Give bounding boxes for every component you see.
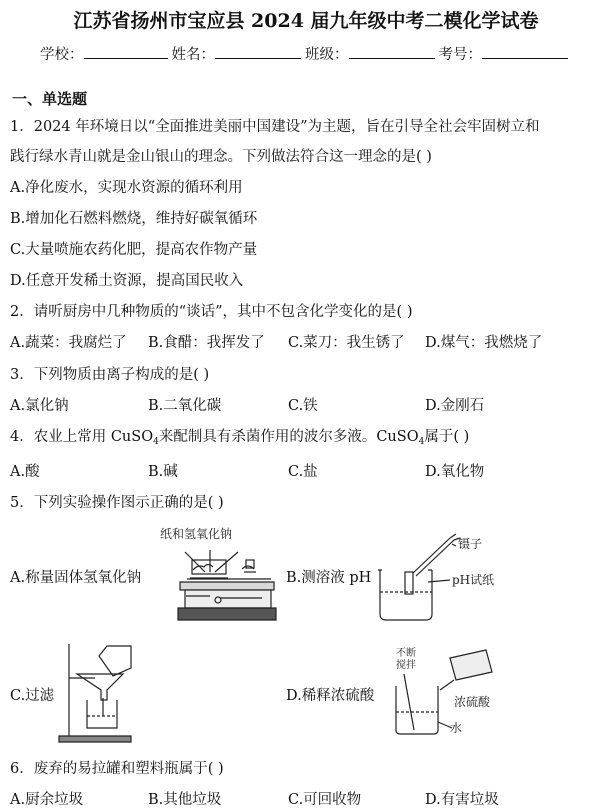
- tweezers-label: 镊子: [458, 537, 483, 551]
- q3-stem: 3．下列物质由离子构成的是( ): [10, 367, 210, 383]
- q4-stem-part1: 4．农业上常用 CuSO: [10, 429, 154, 445]
- q4-subscript-1: 4: [153, 437, 159, 447]
- stir-label-2: 搅拌: [396, 660, 416, 671]
- q2-option-b: B.食醋：我挥发了: [148, 335, 265, 351]
- q4-option-c: C.盐: [288, 464, 318, 480]
- class-blank: [349, 44, 435, 59]
- q1-option-c: C.大量喷施农药化肥，提高农作物产量: [10, 242, 258, 258]
- school-label: 学校：: [40, 47, 84, 63]
- section-heading: 一、单选题: [12, 90, 88, 108]
- q1-stem-line1: 1．2024 年环境日以“全面推进美丽中国建设”为主题，旨在引导全社会牢固树立和: [10, 119, 540, 135]
- q3-option-a: A.氯化钠: [10, 398, 69, 414]
- q5-stem: 5．下列实验操作图示正确的是( ): [10, 495, 224, 511]
- q3-option-b: B.二氧化碳: [148, 398, 222, 414]
- q4-option-a: A.酸: [10, 464, 40, 480]
- q3-option-c: C.铁: [288, 398, 318, 414]
- q6-option-c: C.可回收物: [288, 792, 362, 808]
- dilution-illustration: [380, 646, 510, 746]
- balance-caption: 纸和氢氧化钠: [160, 527, 233, 541]
- ph-test-illustration: [372, 532, 512, 632]
- name-blank: [215, 44, 301, 59]
- q4-stem-part2: 来配制具有杀菌作用的波尔多液。CuSO: [158, 429, 419, 445]
- q6-option-a: A.厨余垃圾: [10, 792, 84, 808]
- conc-acid-label: 浓硫酸: [454, 695, 491, 709]
- q5-option-d: D.稀释浓硫酸: [286, 688, 375, 704]
- q6-stem: 6．废弃的易拉罐和塑料瓶属于( ): [10, 761, 224, 777]
- class-label: 班级：: [305, 47, 349, 63]
- q5-option-a: A.称量固体氢氧化钠: [10, 570, 142, 586]
- water-label: 水: [450, 721, 463, 735]
- q4-stem-part3: 属于( ): [424, 429, 470, 445]
- school-blank: [84, 44, 168, 59]
- exam-no-label: 考号：: [438, 47, 482, 63]
- q1-option-b: B.增加化石燃料燃烧，维持好碳氧循环: [10, 211, 258, 227]
- name-label: 姓名：: [171, 47, 215, 63]
- filtration-illustration: [55, 636, 145, 744]
- q1-option-d: D.任意开发稀土资源，提高国民收入: [10, 273, 244, 289]
- balance-scale-illustration: [150, 522, 280, 632]
- q5-option-b: B.测溶液 pH: [286, 570, 372, 586]
- q2-option-d: D.煤气：我燃烧了: [425, 335, 543, 351]
- q1-option-a: A.净化废水，实现水资源的循环利用: [10, 180, 243, 196]
- q4-subscript-2: 4: [418, 437, 425, 447]
- q6-option-b: B.其他垃圾: [148, 792, 222, 808]
- exam-no-blank: [482, 44, 568, 59]
- q4-option-b: B.碱: [148, 464, 178, 480]
- ph-paper-label: pH试纸: [452, 573, 495, 587]
- q2-option-c: C.菜刀：我生锈了: [288, 335, 405, 351]
- q1-stem-line2: 践行绿水青山就是金山银山的理念。下列做法符合这一理念的是( ): [10, 149, 432, 165]
- student-info-row: [40, 43, 568, 64]
- q2-option-a: A.蔬菜：我腐烂了: [10, 335, 127, 351]
- q5-option-c: C.过滤: [10, 688, 55, 704]
- q4-stem: [10, 425, 469, 447]
- stir-label-1: 不断: [396, 648, 416, 659]
- q4-option-d: D.氧化物: [425, 464, 485, 480]
- exam-title: 江苏省扬州市宝应县 2024 届九年级中考二模化学试卷: [73, 10, 539, 32]
- q6-option-d: D.有害垃圾: [425, 792, 499, 808]
- q2-stem: 2．请听厨房中几种物质的“谈话”，其中不包含化学变化的是( ): [10, 304, 413, 320]
- q3-option-d: D.金刚石: [425, 398, 485, 414]
